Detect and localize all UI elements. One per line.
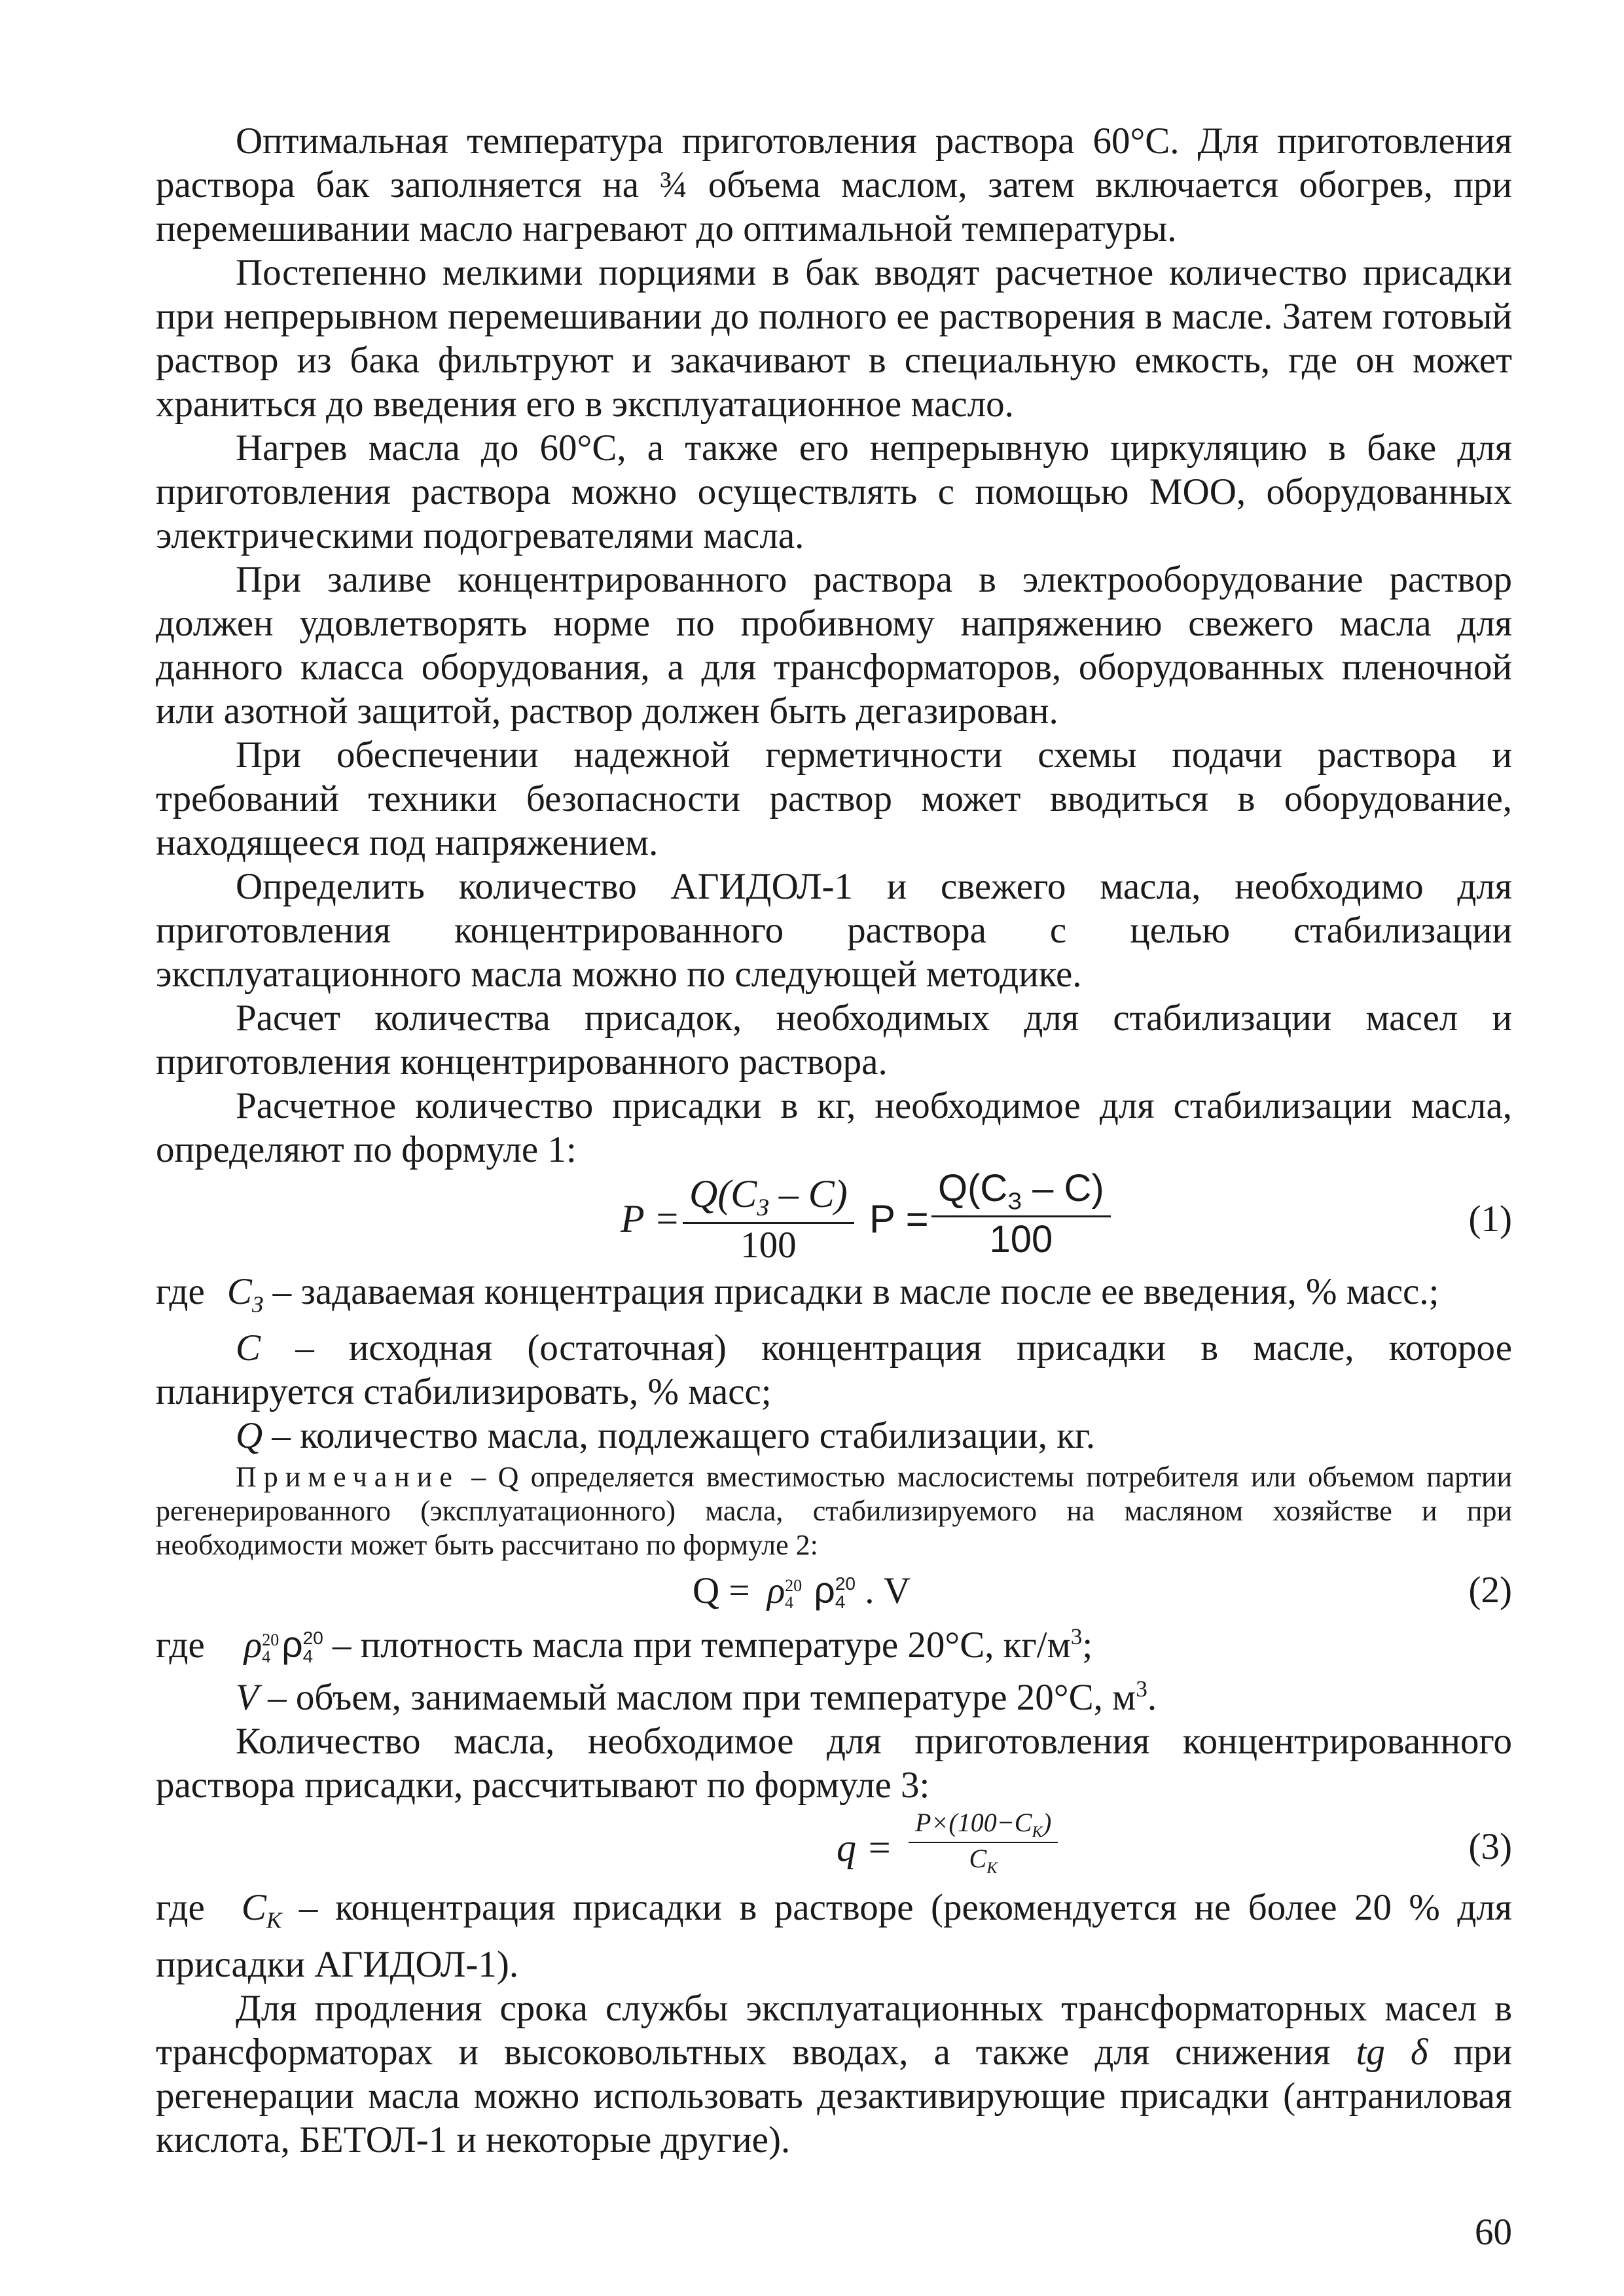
formula-1-lhs-italic: P = (621, 1197, 681, 1240)
note: Примечание – Q определяется вместимостью маслосистемы потребителя или объемом партии регенерированного (эксплуатационного) масла, стабилизируемого на масляном хозяйстве и при необходимости может быть рассчитано по формуле 2: (156, 1461, 1512, 1562)
formula-3-fraction: $P\times(100-C_K)$ $C_K$ (909, 1807, 1058, 1878)
paragraph: Оптимальная температура приготовления раствора 60°C. Для приготовления раствора бак заполняется на ¾ объема маслом, затем включается обогрев, при перемешивании масло нагревают до оптимальной температуры. (156, 120, 1512, 249)
paragraph: Нагрев масла до 60°C, а также его непрерывную циркуляцию в баке для приготовления раствора можно осуществлять с помощью МОО, оборудованных электрическими подогревателями масла. (156, 427, 1512, 556)
paragraph: Количество масла, необходимое для приготовления концентрированного раствора присадки, рассчитывают по формуле 3: (156, 1721, 1512, 1806)
paragraph: При заливе концентрированного раствора в электрооборудование раствор должен удовлетворять норме по пробивному напряжению свежего масла для данного класса оборудования, а для трансформаторов, оборудованных пленочной или азотной защитой, раствор должен быть дегазирован. (156, 559, 1512, 732)
paragraph: Расчетное количество присадки в кг, необходимое для стабилизации масла, определяют по формуле 1: (156, 1085, 1512, 1170)
formula-2-content: Q = ρ 20 4 ρ 20 4 . V (693, 1570, 911, 1613)
formula-3-lhs: q = (837, 1826, 893, 1870)
definition-rho: где ρ 20 4 ρ 20 4 – плотность масла при температуре 20°C, $кг/м^3$; (156, 1624, 1093, 1667)
paragraph: Для продления срока службы эксплуатационных трансформаторных масел в трансформаторах и высоковольтных вводах, а также для снижения tg δ при регенерации масла можно использовать дезактивирующие присадки (антраниловая кислота, БЕТОЛ-1 и некоторые другие). (156, 1987, 1512, 2161)
formula-2-number: (2) (1468, 1570, 1512, 1611)
paragraph: Постепенно мелкими порциями в бак вводят расчетное количество присадки при непрерывном перемешивании до полного ее растворения в масле. Затем готовый раствор из бака фильтруют и закачивают в специальную емкость, где он может храниться до введения его в эксплуатационное масло. (156, 252, 1512, 425)
formula-1-fraction-sans: $Q(C_З - C)$ 100 (931, 1166, 1111, 1261)
definition-c3: где $C_З$ – задаваемая концентрация присадки в масле после ее введения, % масс.; (156, 1271, 1439, 1318)
page-content (156, 119, 1512, 2162)
formula-1-fraction-italic: $Q(C_З - C)$ 100 (683, 1172, 854, 1266)
formula-1-lhs-sans: P = (869, 1197, 929, 1241)
definition-ck: где $C_K$ – концентрация присадки в растворе (рекомендуется не более 20 % для присадки АГИДОЛ-1). (156, 1887, 1512, 1985)
page-number: 60 (1475, 2212, 1512, 2253)
definition-v: V – объем, занимаемый маслом при температуре 20°C, $м^3$. (236, 1676, 1157, 1719)
paragraph: При обеспечении надежной герметичности схемы подачи раствора и требований техники безопасности раствор может вводиться в оборудование, находящееся под напряжением. (156, 734, 1512, 863)
paragraph: Расчет количества присадок, необходимых для стабилизации масел и приготовления концентрированного раствора. (156, 997, 1512, 1083)
paragraph: Определить количество АГИДОЛ-1 и свежего масла, необходимо для приготовления концентрированного раствора с целью стабилизации эксплуатационного масла можно по следующей методике. (156, 866, 1512, 995)
formula-2 (156, 1562, 1512, 1615)
definition-q: Q – количество масла, подлежащего стабилизации, кг. (236, 1415, 1096, 1457)
formula-3 (156, 1807, 1512, 1886)
definition-c: C – исходная (остаточная) концентрация присадки в масле, которое планируется стабилизировать, % масс; (156, 1327, 1512, 1413)
formula-1-number: (1) (1468, 1198, 1512, 1240)
formula-1 (156, 1167, 1512, 1270)
formula-3-number: (3) (1468, 1826, 1512, 1868)
